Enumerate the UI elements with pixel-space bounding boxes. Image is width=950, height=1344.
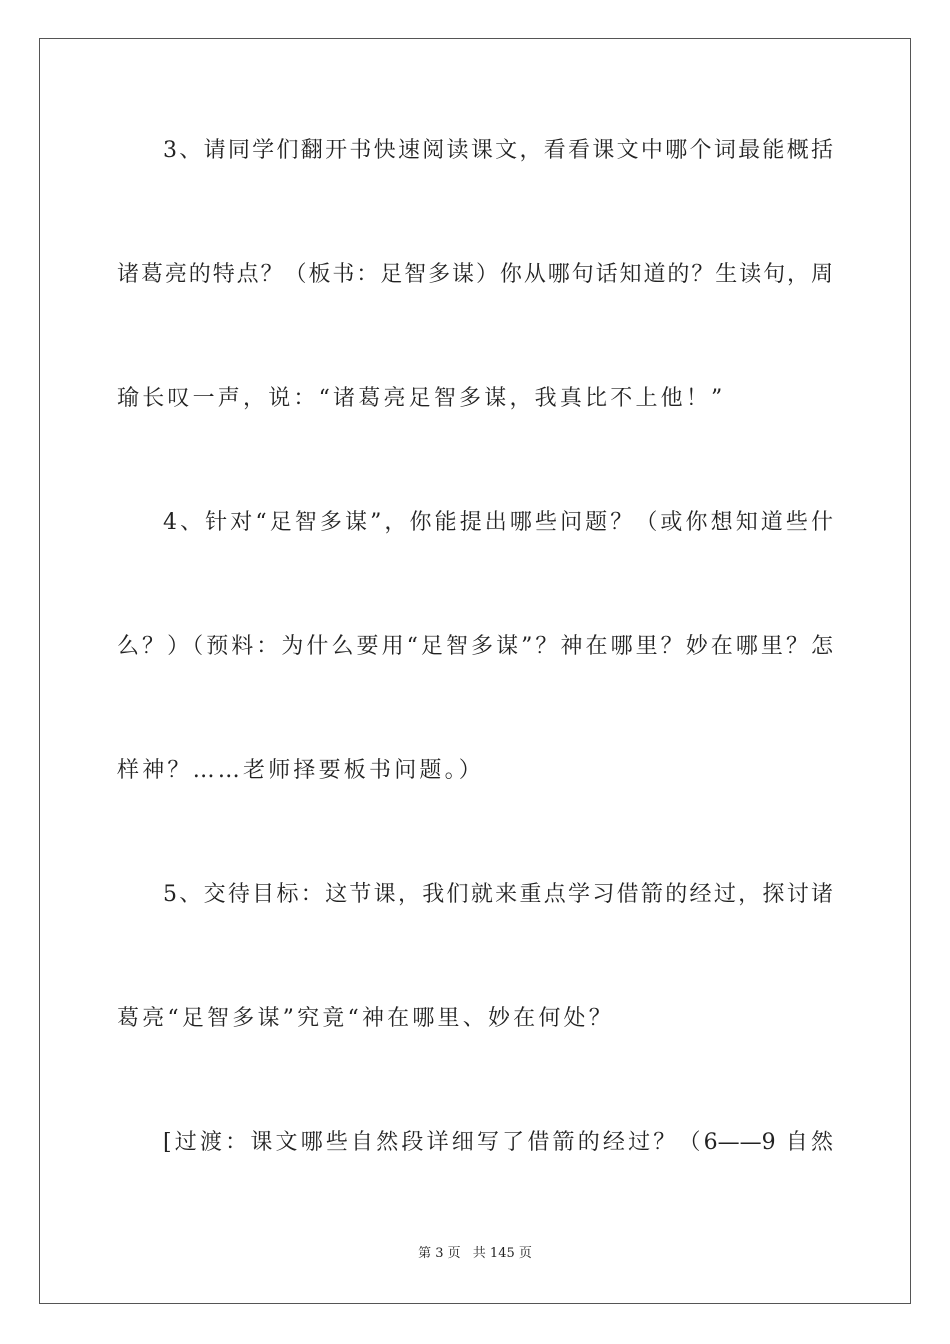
page-border <box>39 38 911 1304</box>
text-line-8: 葛亮“足智多谋”究竟“神在哪里、妙在何处？ <box>117 1006 614 1031</box>
text-line-3: 瑜长叹一声，说：“诸葛亮足智多谋，我真比不上他！” <box>117 386 726 411</box>
page-number: 第 3 页 <box>418 1246 461 1261</box>
text-line-2: 诸葛亮的特点？（板书：足智多谋）你从哪句话知道的？生读句，周 <box>117 262 833 287</box>
text-line-5: 么？）（预料：为什么要用“足智多谋”？神在哪里？妙在哪里？怎 <box>117 634 833 659</box>
text-line-6: 样神？……老师择要板书问题。） <box>117 758 485 783</box>
text-line-1: 3、请同学们翻开书快速阅读课文，看看课文中哪个词最能概括 <box>163 138 833 163</box>
page-footer <box>0 1246 950 1262</box>
text-line-9: [过渡：课文哪些自然段详细写了借箭的经过？（6——9 自然 <box>163 1130 833 1155</box>
page-total: 共 145 页 <box>472 1246 532 1261</box>
text-line-7: 5、交待目标：这节课，我们就来重点学习借箭的经过，探讨诸 <box>163 882 833 907</box>
text-line-4: 4、针对“足智多谋”，你能提出哪些问题？（或你想知道些什 <box>163 510 833 535</box>
